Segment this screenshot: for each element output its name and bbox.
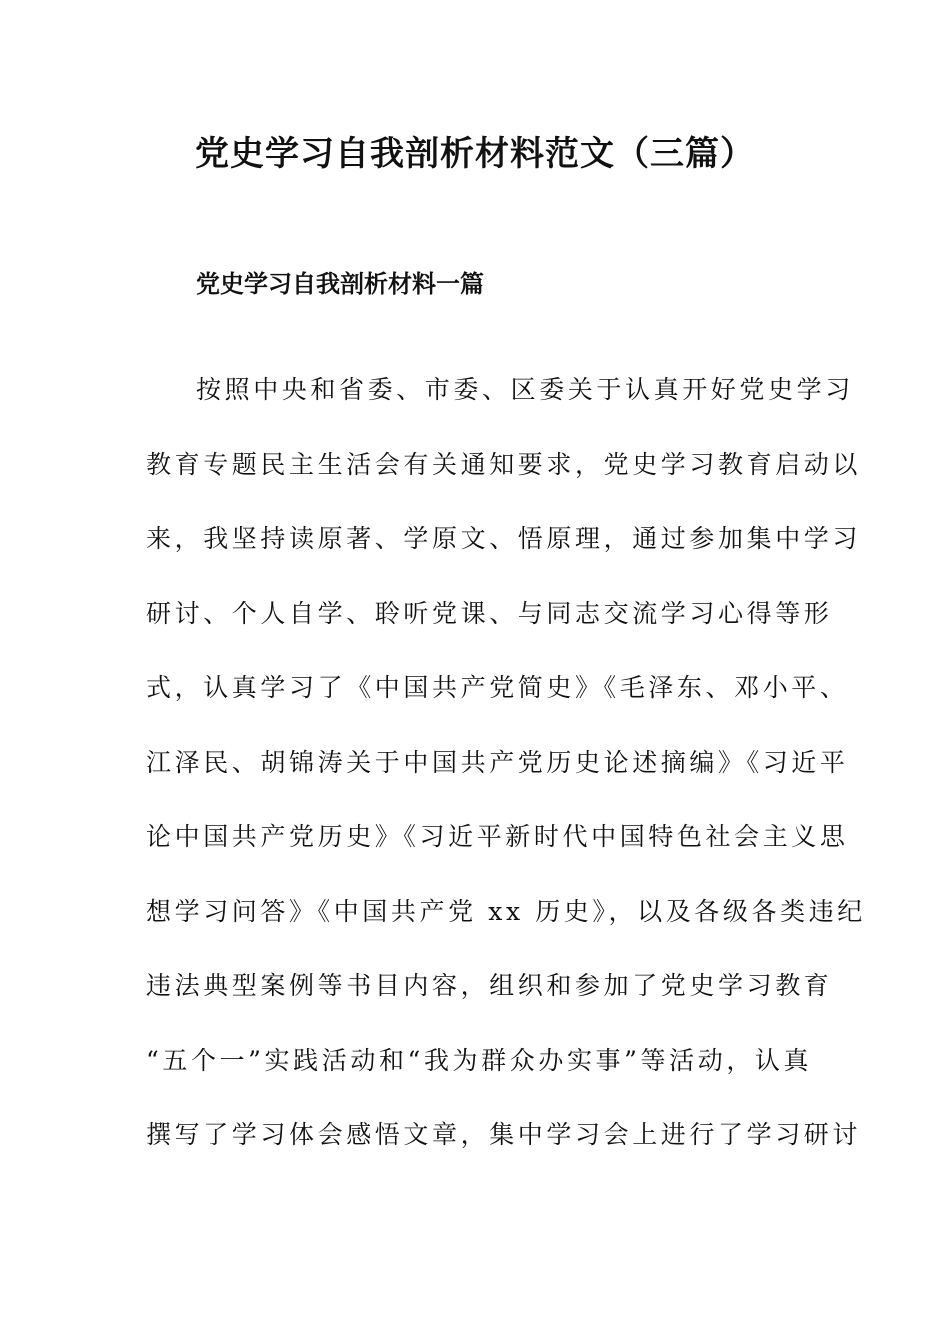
body-line: 论中国共产党历史》《习近平新时代中国特色社会主义思 bbox=[146, 822, 849, 851]
body-paragraph bbox=[146, 364, 866, 1184]
body-line: 教育专题民主生活会有关通知要求，党史学习教育启动以 bbox=[146, 449, 862, 479]
body-line: 撰写了学习体会感悟文章，集中学习会上进行了学习研讨 bbox=[146, 1120, 862, 1149]
body-line: 研讨、个人自学、聆听党课、与同志交流学习心得等形 bbox=[146, 598, 833, 628]
section-heading: 党史学习自我剖析材料一篇 bbox=[196, 270, 484, 298]
body-line: 式，认真学习了《中国共产党简史》《毛泽东、邓小平、 bbox=[146, 673, 849, 702]
document-title: 党史学习自我剖析材料范文（三篇） bbox=[195, 134, 755, 174]
body-line: 想学习问答》《中国共产党 xx 历史》，以及各级各类违纪 bbox=[146, 896, 866, 926]
body-line: 违法典型案例等书目内容，组织和参加了党史学习教育 bbox=[146, 971, 833, 1000]
body-line: 来，我坚持读原著、学原文、悟原理，通过参加集中学习 bbox=[146, 524, 862, 553]
body-line: 江泽民、胡锦涛关于中国共产党历史论述摘编》《习近平 bbox=[146, 747, 849, 777]
body-line: “五个一”实践活动和“我为群众办实事”等活动，认真 bbox=[146, 1045, 813, 1075]
body-line: 按照中央和省委、市委、区委关于认真开好党史学习 bbox=[196, 375, 854, 404]
